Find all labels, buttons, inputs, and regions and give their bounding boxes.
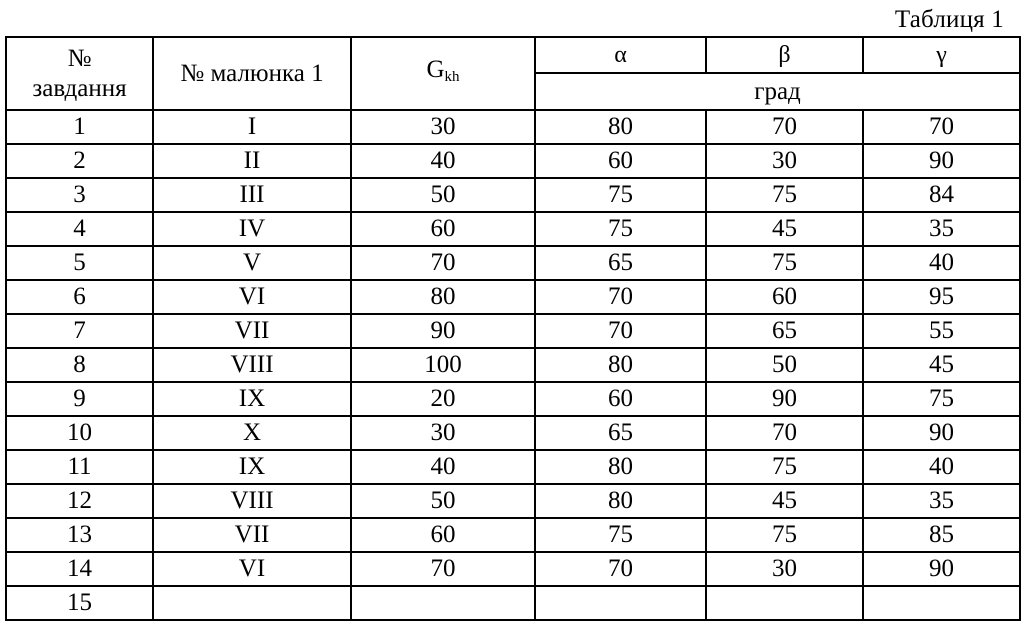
header-unit-degrees: град [535, 73, 1020, 110]
cell-figure-number: VII [153, 314, 351, 348]
cell-figure-number: III [153, 178, 351, 212]
cell-alpha: 65 [535, 416, 706, 450]
cell-g-kh: 70 [351, 246, 535, 280]
cell-g-kh: 60 [351, 518, 535, 552]
cell-g-kh: 70 [351, 552, 535, 586]
cell-task-number: 13 [6, 518, 153, 552]
table-caption: Таблиця 1 [894, 6, 1004, 33]
cell-alpha: 80 [535, 348, 706, 382]
cell-gamma: 35 [863, 212, 1020, 246]
cell-gamma: 40 [863, 450, 1020, 484]
header-g-main: G [426, 56, 445, 83]
cell-task-number: 9 [6, 382, 153, 416]
header-alpha: α [535, 37, 706, 73]
cell-alpha [535, 586, 706, 620]
cell-gamma: 85 [863, 518, 1020, 552]
cell-alpha: 80 [535, 484, 706, 518]
data-table [5, 36, 1021, 621]
table-row [6, 348, 1020, 382]
cell-figure-number: VI [153, 280, 351, 314]
cell-beta: 30 [706, 144, 863, 178]
cell-alpha: 80 [535, 450, 706, 484]
cell-gamma: 75 [863, 382, 1020, 416]
cell-beta: 75 [706, 246, 863, 280]
cell-g-kh: 80 [351, 280, 535, 314]
cell-beta: 70 [706, 416, 863, 450]
cell-beta: 50 [706, 348, 863, 382]
cell-alpha: 75 [535, 212, 706, 246]
header-g-subscript: kh [444, 69, 460, 85]
table-row [6, 586, 1020, 620]
cell-task-number: 8 [6, 348, 153, 382]
cell-beta: 45 [706, 212, 863, 246]
cell-task-number: 4 [6, 212, 153, 246]
cell-beta: 75 [706, 518, 863, 552]
cell-alpha: 70 [535, 552, 706, 586]
cell-figure-number: VI [153, 552, 351, 586]
cell-gamma [863, 586, 1020, 620]
header-figure-number: № малюнка 1 [153, 37, 351, 110]
cell-alpha: 75 [535, 178, 706, 212]
cell-g-kh: 60 [351, 212, 535, 246]
cell-task-number: 7 [6, 314, 153, 348]
cell-gamma: 90 [863, 416, 1020, 450]
cell-task-number: 5 [6, 246, 153, 280]
cell-beta: 60 [706, 280, 863, 314]
cell-g-kh: 50 [351, 484, 535, 518]
cell-figure-number: VIII [153, 484, 351, 518]
cell-figure-number: X [153, 416, 351, 450]
table-row [6, 246, 1020, 280]
cell-g-kh [351, 586, 535, 620]
cell-figure-number: IX [153, 450, 351, 484]
cell-beta: 45 [706, 484, 863, 518]
cell-task-number: 6 [6, 280, 153, 314]
header-task-number-line2: завдання [32, 74, 127, 102]
cell-figure-number: VIII [153, 348, 351, 382]
cell-task-number: 14 [6, 552, 153, 586]
cell-beta: 65 [706, 314, 863, 348]
cell-g-kh: 30 [351, 416, 535, 450]
cell-task-number: 1 [6, 110, 153, 144]
header-beta: β [706, 37, 863, 73]
table-row [6, 212, 1020, 246]
table-row [6, 552, 1020, 586]
cell-figure-number: VII [153, 518, 351, 552]
cell-gamma: 90 [863, 144, 1020, 178]
cell-beta: 70 [706, 110, 863, 144]
table-body [6, 110, 1020, 620]
cell-gamma: 40 [863, 246, 1020, 280]
cell-gamma: 90 [863, 552, 1020, 586]
cell-figure-number: II [153, 144, 351, 178]
cell-g-kh: 30 [351, 110, 535, 144]
header-gamma: γ [863, 37, 1020, 73]
cell-g-kh: 50 [351, 178, 535, 212]
table-row [6, 280, 1020, 314]
cell-alpha: 75 [535, 518, 706, 552]
table-row [6, 518, 1020, 552]
cell-gamma: 95 [863, 280, 1020, 314]
cell-alpha: 65 [535, 246, 706, 280]
table-row [6, 450, 1020, 484]
cell-figure-number [153, 586, 351, 620]
header-task-number [6, 37, 153, 110]
cell-task-number: 12 [6, 484, 153, 518]
cell-g-kh: 100 [351, 348, 535, 382]
cell-alpha: 60 [535, 382, 706, 416]
cell-gamma: 35 [863, 484, 1020, 518]
cell-g-kh: 90 [351, 314, 535, 348]
cell-alpha: 80 [535, 110, 706, 144]
cell-task-number: 3 [6, 178, 153, 212]
table-row [6, 314, 1020, 348]
cell-beta: 75 [706, 178, 863, 212]
cell-figure-number: V [153, 246, 351, 280]
cell-g-kh: 20 [351, 382, 535, 416]
table-row [6, 416, 1020, 450]
table-row [6, 110, 1020, 144]
cell-beta [706, 586, 863, 620]
header-task-number-line1: № [67, 44, 92, 72]
table-row [6, 178, 1020, 212]
cell-gamma: 55 [863, 314, 1020, 348]
cell-figure-number: IV [153, 212, 351, 246]
header-g-kh [351, 37, 535, 110]
cell-alpha: 60 [535, 144, 706, 178]
cell-task-number: 15 [6, 586, 153, 620]
cell-figure-number: I [153, 110, 351, 144]
cell-alpha: 70 [535, 314, 706, 348]
header-row-1 [6, 37, 1020, 73]
table-row [6, 484, 1020, 518]
cell-alpha: 70 [535, 280, 706, 314]
cell-beta: 75 [706, 450, 863, 484]
cell-task-number: 11 [6, 450, 153, 484]
cell-g-kh: 40 [351, 144, 535, 178]
table-row [6, 144, 1020, 178]
cell-gamma: 45 [863, 348, 1020, 382]
cell-task-number: 10 [6, 416, 153, 450]
cell-gamma: 84 [863, 178, 1020, 212]
cell-beta: 30 [706, 552, 863, 586]
cell-figure-number: IX [153, 382, 351, 416]
cell-g-kh: 40 [351, 450, 535, 484]
table-row [6, 382, 1020, 416]
cell-gamma: 70 [863, 110, 1020, 144]
cell-beta: 90 [706, 382, 863, 416]
cell-task-number: 2 [6, 144, 153, 178]
